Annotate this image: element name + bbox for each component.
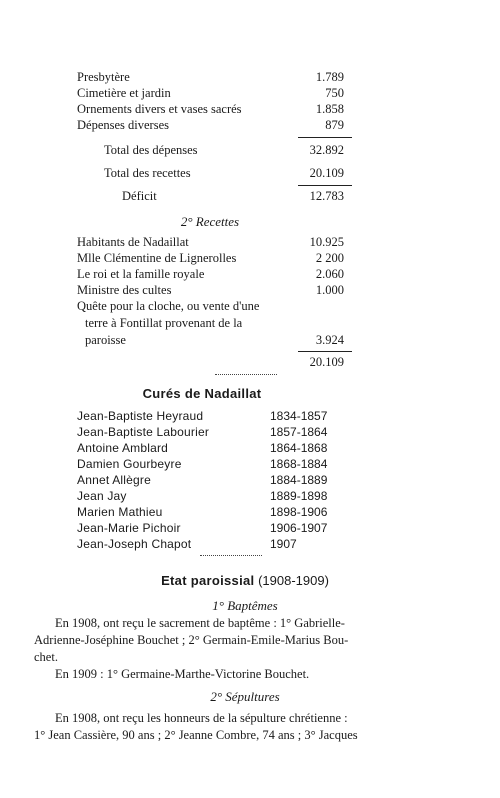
cures-heading: Curés de Nadaillat [142,386,262,401]
section-divider [200,551,262,556]
cure-name: Annet Allègre [77,473,151,487]
baptemes-line: chet. [34,650,58,664]
baptemes-line: En 1908, ont reçu le sacrement de baptême : 1° Gabrielle- [55,616,345,630]
etat-heading [0,573,495,588]
receipt-amount: 1.000 [315,283,344,297]
cure-name: Jean-Joseph Chapot [77,537,192,551]
receipts-heading: 2° Recettes [180,214,240,229]
cure-name: Jean-Baptiste Labourier [77,425,210,439]
expense-amount: 879 [325,118,344,132]
section-divider [215,370,277,375]
cure-years: 1889-1898 [270,489,328,503]
expense-amount: 750 [325,86,344,100]
quete-text-line: Quête pour la cloche, ou vente d'une [77,299,260,313]
receipt-label: Ministre des cultes [77,283,172,297]
cure-years: 1868-1884 [270,457,328,471]
receipt-amount: 2.060 [315,267,344,281]
quete-text-line: terre à Fontillat provenant de la [85,316,243,330]
receipt-label: Habitants de Nadaillat [77,235,189,249]
total-expenses-label: Total des dépenses [104,143,198,157]
cure-name: Marien Mathieu [77,505,163,519]
baptemes-line: Adrienne-Joséphine Bouchet ; 2° Germain-Emile-Marius Bou- [34,633,349,647]
cure-years: 1906-1907 [270,521,328,535]
receipt-amount: 2 200 [315,251,344,265]
receipt-label: Mlle Clémentine de Lignerolles [77,251,237,265]
quete-amount: 3.924 [315,333,344,347]
expense-amount: 1.789 [315,70,344,84]
cure-years: 1834-1857 [270,409,328,423]
cure-name: Antoine Amblard [77,441,169,455]
etat-heading-years: (1908-1909) [258,573,329,588]
sepultures-line: 1° Jean Cassière, 90 ans ; 2° Jeanne Combre, 74 ans ; 3° Jacques [34,728,358,742]
sum-rule [298,351,352,352]
receipt-amount: 10.925 [309,235,344,249]
expense-label: Dépenses diverses [77,118,169,132]
cure-name: Jean Jay [77,489,127,503]
cure-years: 1857-1864 [270,425,328,439]
total-receipts-amount: 20.109 [309,166,344,180]
expense-amount: 1.858 [315,102,344,116]
deficit-amount: 12.783 [309,189,344,203]
baptemes-heading: 1° Baptêmes [212,598,278,613]
receipt-label: Le roi et la famille royale [77,267,205,281]
receipts-total-amount: 20.109 [309,355,344,369]
sum-rule [298,185,352,186]
total-receipts-label: Total des recettes [104,166,191,180]
cure-name: Damien Gourbeyre [77,457,182,471]
cure-years: 1884-1889 [270,473,328,487]
cure-name: Jean-Baptiste Heyraud [77,409,204,423]
cure-name: Jean-Marie Pichoir [77,521,181,535]
cure-years: 1864-1868 [270,441,328,455]
expense-label: Ornements divers et vases sacrés [77,102,242,116]
cure-years: 1907 [270,537,297,551]
cure-years: 1898-1906 [270,505,328,519]
expense-label: Presbytère [77,70,130,84]
baptemes-1909-line: En 1909 : 1° Germaine-Marthe-Victorine Bouchet. [55,667,310,681]
deficit-label: Déficit [122,189,157,203]
sepultures-heading: 2° Sépultures [210,689,280,704]
sepultures-line: En 1908, ont reçu les honneurs de la sépulture chrétienne : [55,711,348,725]
expense-label: Cimetière et jardin [77,86,171,100]
total-expenses-amount: 32.892 [309,143,344,157]
sum-rule [298,137,352,138]
quete-text-line: paroisse [85,333,126,347]
etat-heading-title: Etat paroissial [161,573,255,588]
